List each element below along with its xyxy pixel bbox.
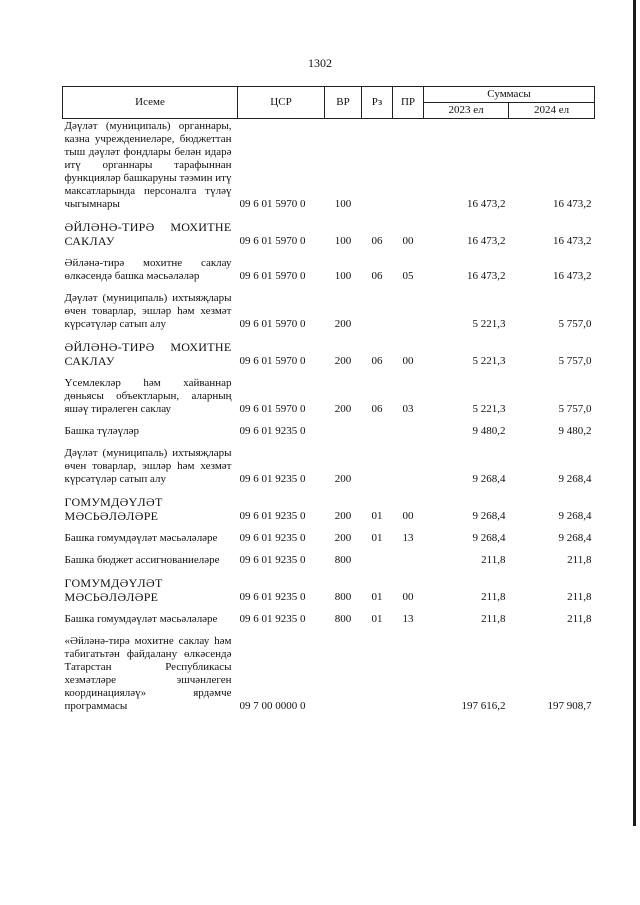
cell-name: Дәүләт (муниципаль) ихтыяҗлары өчен товарлар, эшләр һәм хезмәт күрсәтүләр сатып алу bbox=[64, 292, 232, 330]
cell-name: Дәүләт (муниципаль) ихтыяҗлары өчен товарлар, эшләр һәм хезмәт күрсәтүләр сатып алу bbox=[64, 447, 232, 485]
cell-pr: 00 bbox=[402, 510, 414, 522]
table-body bbox=[63, 119, 595, 714]
cell-sum-2023: 5 221,3 bbox=[472, 403, 506, 415]
cell-rz: 01 bbox=[371, 591, 383, 603]
cell-pr bbox=[393, 438, 424, 486]
table-row bbox=[63, 438, 595, 486]
cell-sum-2024: 9 268,4 bbox=[558, 532, 592, 544]
cell-name: Башка бюджет ассигнованиеләре bbox=[64, 554, 220, 566]
cell-sum-2024: 9 268,4 bbox=[558, 473, 592, 485]
cell-name: ГОМУМДӘҮЛӘТ МӘСЬӘЛӘЛӘРЕ bbox=[64, 495, 163, 523]
cell-csr: 09 6 01 5970 0 bbox=[239, 270, 306, 282]
cell-csr: 09 6 01 5970 0 bbox=[239, 403, 306, 415]
cell-vr: 800 bbox=[334, 554, 352, 566]
table-row bbox=[63, 545, 595, 567]
cell-vr: 800 bbox=[334, 591, 352, 603]
cell-sum-2024: 211,8 bbox=[567, 554, 592, 566]
cell-rz: 01 bbox=[371, 510, 383, 522]
cell-sum-2023: 5 221,3 bbox=[472, 355, 506, 367]
cell-sum-2023: 9 268,4 bbox=[472, 473, 506, 485]
header-vr: ВР bbox=[325, 87, 362, 119]
cell-rz: 01 bbox=[371, 532, 383, 544]
cell-rz bbox=[362, 438, 393, 486]
cell-sum-2023: 16 473,2 bbox=[467, 235, 506, 247]
cell-name: Дәүләт (муниципаль) органнары, казна учреждениеләре, бюджеттан тыш дәүләт фондлары белән идарә итү органнары тарафыннан функцияләр башкаруны тәэмин итү максатларында персоналга түләү чыгымнары bbox=[64, 120, 232, 210]
header-csr: ЦСР bbox=[238, 87, 325, 119]
cell-sum-2024: 16 473,2 bbox=[553, 270, 592, 282]
cell-vr: 200 bbox=[334, 532, 352, 544]
cell-csr: 09 7 00 0000 0 bbox=[239, 700, 306, 712]
cell-sum-2024: 5 757,0 bbox=[558, 355, 592, 367]
cell-sum-2024: 197 908,7 bbox=[547, 700, 592, 712]
cell-csr: 09 6 01 9235 0 bbox=[239, 532, 306, 544]
table-row bbox=[63, 626, 595, 713]
cell-vr bbox=[325, 416, 362, 438]
cell-sum-2024: 9 480,2 bbox=[558, 425, 592, 437]
header-year-2023: 2023 ел bbox=[424, 103, 509, 119]
cell-rz: 06 bbox=[371, 355, 383, 367]
cell-csr: 09 6 01 5970 0 bbox=[239, 355, 306, 367]
table-header bbox=[63, 87, 595, 119]
page-number: 1302 bbox=[308, 56, 332, 70]
cell-csr: 09 6 01 9235 0 bbox=[239, 425, 306, 437]
cell-rz: 06 bbox=[371, 403, 383, 415]
table-row bbox=[63, 248, 595, 283]
cell-sum-2023: 16 473,2 bbox=[467, 270, 506, 282]
cell-pr bbox=[393, 119, 424, 212]
cell-csr: 09 6 01 5970 0 bbox=[239, 198, 306, 210]
cell-csr: 09 6 01 9235 0 bbox=[239, 473, 306, 485]
table-row bbox=[63, 567, 595, 604]
cell-sum-2023: 211,8 bbox=[481, 591, 506, 603]
cell-name: ӘЙЛӘНӘ-ТИРӘ МОХИТНЕ САКЛАУ bbox=[64, 220, 232, 248]
cell-vr: 200 bbox=[334, 355, 352, 367]
cell-sum-2023: 9 268,4 bbox=[472, 532, 506, 544]
cell-csr: 09 6 01 9235 0 bbox=[239, 554, 306, 566]
table-row bbox=[63, 211, 595, 248]
header-sums: Суммасы bbox=[424, 87, 595, 103]
cell-sum-2024: 211,8 bbox=[567, 591, 592, 603]
cell-vr: 200 bbox=[334, 403, 352, 415]
cell-pr bbox=[393, 283, 424, 331]
header-rz: Рз bbox=[362, 87, 393, 119]
cell-name: Әйләнә-тирә мохитне саклау өлкәсендә башка мәсьәләләр bbox=[64, 257, 232, 282]
cell-sum-2024: 16 473,2 bbox=[553, 198, 592, 210]
cell-rz: 01 bbox=[371, 613, 383, 625]
cell-sum-2023: 9 268,4 bbox=[472, 510, 506, 522]
table-row bbox=[63, 368, 595, 416]
table-row bbox=[63, 604, 595, 626]
budget-table bbox=[62, 86, 595, 713]
cell-pr: 13 bbox=[402, 613, 414, 625]
cell-pr: 13 bbox=[402, 532, 414, 544]
cell-pr: 03 bbox=[402, 403, 414, 415]
cell-rz: 06 bbox=[371, 235, 383, 247]
cell-pr bbox=[393, 416, 424, 438]
cell-sum-2023: 211,8 bbox=[481, 613, 506, 625]
cell-rz bbox=[362, 545, 393, 567]
cell-sum-2024: 16 473,2 bbox=[553, 235, 592, 247]
cell-sum-2023: 5 221,3 bbox=[472, 318, 506, 330]
cell-vr: 100 bbox=[334, 270, 352, 282]
table-row bbox=[63, 283, 595, 331]
cell-name: Башка гомумдәүләт мәсьәләләре bbox=[64, 613, 218, 625]
cell-rz bbox=[362, 626, 393, 713]
cell-rz bbox=[362, 119, 393, 212]
cell-name: ГОМУМДӘҮЛӘТ МӘСЬӘЛӘЛӘРЕ bbox=[64, 576, 163, 604]
cell-pr: 00 bbox=[402, 355, 414, 367]
table-row bbox=[63, 119, 595, 212]
cell-vr: 800 bbox=[334, 613, 352, 625]
cell-pr: 00 bbox=[402, 235, 414, 247]
header-pr: ПР bbox=[393, 87, 424, 119]
table-row bbox=[63, 416, 595, 438]
cell-vr bbox=[325, 626, 362, 713]
cell-csr: 09 6 01 9235 0 bbox=[239, 591, 306, 603]
cell-sum-2024: 5 757,0 bbox=[558, 318, 592, 330]
cell-vr: 100 bbox=[334, 198, 352, 210]
cell-rz bbox=[362, 416, 393, 438]
cell-pr: 00 bbox=[402, 591, 414, 603]
cell-name: Үсемлекләр һәм хайваннар дөньясы объектларын, аларның яшәү тирәлеген саклау bbox=[64, 377, 232, 415]
page-edge-rule bbox=[633, 0, 636, 826]
cell-csr: 09 6 01 5970 0 bbox=[239, 235, 306, 247]
header-name: Исеме bbox=[63, 87, 238, 119]
table-row bbox=[63, 331, 595, 368]
table-row bbox=[63, 523, 595, 545]
cell-name: ӘЙЛӘНӘ-ТИРӘ МОХИТНЕ САКЛАУ bbox=[64, 340, 232, 368]
header-year-2024: 2024 ел bbox=[509, 103, 595, 119]
cell-vr: 200 bbox=[334, 473, 352, 485]
cell-sum-2024: 9 268,4 bbox=[558, 510, 592, 522]
cell-sum-2023: 9 480,2 bbox=[472, 425, 506, 437]
table-row bbox=[63, 486, 595, 523]
cell-sum-2023: 197 616,2 bbox=[461, 700, 506, 712]
cell-name: «Әйләнә-тирә мохитне саклау һәм табигатьтән файдалану өлкәсендә Татарстан Республикасы хезмәтләре эшчәнлеген координацияләү» ярдәмче программасы bbox=[64, 635, 232, 712]
cell-sum-2023: 16 473,2 bbox=[467, 198, 506, 210]
cell-name: Башка түләүләр bbox=[64, 425, 140, 437]
cell-rz bbox=[362, 283, 393, 331]
cell-vr: 100 bbox=[334, 235, 352, 247]
cell-pr bbox=[393, 545, 424, 567]
cell-pr bbox=[393, 626, 424, 713]
cell-sum-2024: 5 757,0 bbox=[558, 403, 592, 415]
cell-csr: 09 6 01 9235 0 bbox=[239, 510, 306, 522]
cell-vr: 200 bbox=[334, 510, 352, 522]
cell-pr: 05 bbox=[402, 270, 414, 282]
cell-csr: 09 6 01 5970 0 bbox=[239, 318, 306, 330]
cell-rz: 06 bbox=[371, 270, 383, 282]
cell-sum-2023: 211,8 bbox=[481, 554, 506, 566]
cell-sum-2024: 211,8 bbox=[567, 613, 592, 625]
cell-vr: 200 bbox=[334, 318, 352, 330]
cell-csr: 09 6 01 9235 0 bbox=[239, 613, 306, 625]
cell-name: Башка гомумдәүләт мәсьәләләре bbox=[64, 532, 218, 544]
